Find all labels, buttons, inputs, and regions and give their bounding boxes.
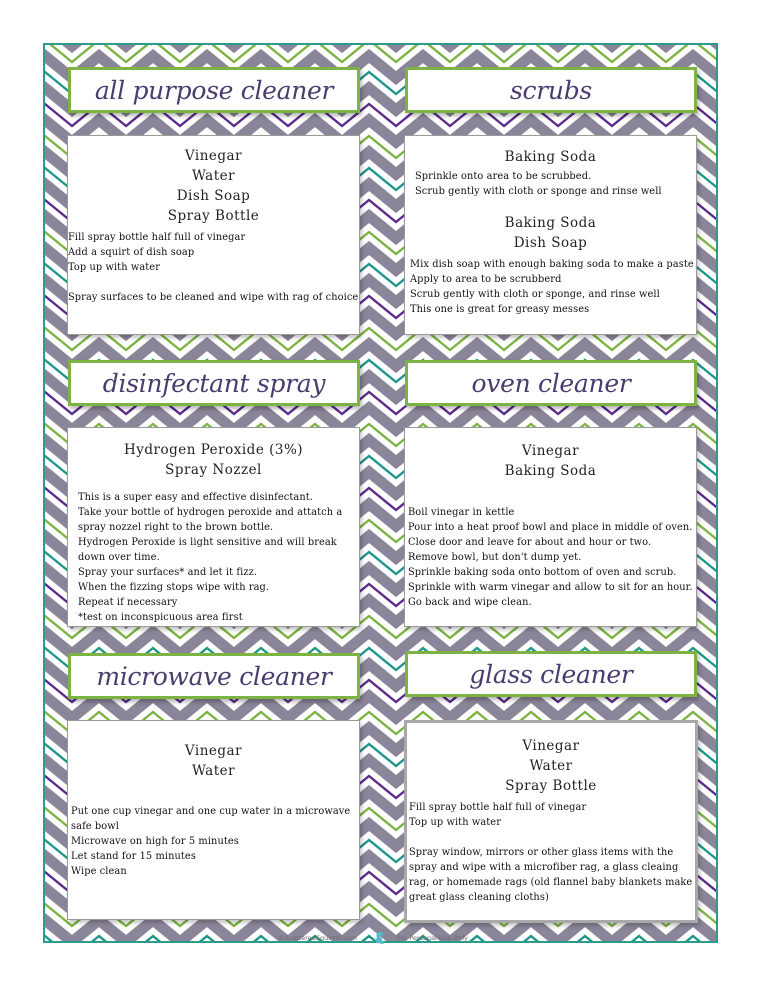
instruction-line: [68, 275, 359, 290]
ingredient-list: [405, 147, 696, 167]
ingredient-item: Spray Nozzel: [165, 462, 262, 478]
instruction-line: Wipe clean: [71, 866, 127, 877]
ingredient-item: Spray Bottle: [505, 778, 597, 794]
ingredient-list: [68, 741, 359, 781]
squirrel-icon: [373, 930, 387, 947]
title-text: all purpose cleaner: [94, 75, 334, 105]
instruction-line: Spray surfaces to be cleaned and wipe with rag of choice: [68, 292, 359, 303]
instruction-list: [78, 490, 359, 625]
instruction-line: Boil vinegar in kettle: [408, 507, 515, 518]
instruction-line: Hydrogen Peroxide is light sensitive and will break: [78, 537, 337, 548]
instruction-line: Fill spray bottle half full of vinegar: [409, 802, 587, 813]
ingredient-item: Water: [191, 763, 236, 779]
usage-note: For Personal Use Only: [397, 934, 469, 942]
instruction-line: Spray window, mirrors or other glass items with the: [409, 847, 674, 858]
instruction-line: Scrub gently with cloth or sponge, and rinse well: [410, 289, 660, 300]
title-text: microwave cleaner: [96, 661, 332, 691]
ingredient-list: [68, 146, 359, 226]
instruction-line: This one is great for greasy messes: [410, 304, 590, 315]
card-microwave-cleaner: [67, 720, 360, 920]
instruction-line: [409, 830, 695, 845]
card-disinfectant-spray: [67, 427, 360, 627]
instruction-line: Repeat if necessary: [78, 597, 178, 608]
instruction-line: Sprinkle onto area to be scrubbed.: [415, 171, 592, 182]
footer: [0, 930, 765, 946]
ingredient-item: Spray Bottle: [167, 208, 260, 224]
ingredient-item: Vinegar: [184, 148, 243, 164]
instruction-line: Remove bowl, but don't dump yet.: [408, 552, 582, 563]
ingredient-item: Vinegar: [184, 743, 243, 759]
instruction-line: Go back and wipe clean.: [408, 597, 532, 608]
title-scrubs: [405, 67, 697, 113]
ingredient-list: [405, 213, 696, 253]
instruction-line: Spray your surfaces* and let it fizz.: [78, 567, 258, 578]
title-microwave-cleaner: [68, 653, 360, 699]
ingredient-item: Baking Soda: [504, 215, 597, 231]
ingredient-item: Water: [529, 758, 573, 774]
instruction-line: Close door and leave for about and hour or two.: [408, 537, 652, 548]
ingredient-item: Hydrogen Peroxide (3%): [123, 442, 304, 458]
instruction-line: Top up with water: [68, 262, 160, 273]
card-scrubs: [404, 135, 697, 335]
instruction-line: *test on inconspicuous area first: [78, 612, 243, 623]
title-text: disinfectant spray: [102, 368, 326, 398]
instruction-line: Microwave on high for 5 minutes: [71, 836, 239, 847]
instruction-line: safe bowl: [71, 821, 119, 832]
instruction-list: [71, 804, 359, 879]
title-text: oven cleaner: [471, 368, 631, 398]
site-credit: ©ScatteredSquirrel.com: [278, 934, 357, 942]
instruction-line: Sprinkle baking soda onto bottom of oven and scrub.: [408, 567, 677, 578]
instruction-list: [415, 169, 696, 199]
ingredient-item: Water: [191, 168, 236, 184]
card-all-purpose-cleaner: [67, 135, 360, 335]
instruction-line: rag, or homemade rags (old flannel baby blankets make: [409, 877, 693, 888]
instruction-line: This is a super easy and effective disinfectant.: [78, 492, 313, 503]
instruction-line: Scrub gently with cloth or sponge and rinse well: [415, 186, 662, 197]
instruction-line: spray and wipe with a microfiber rag, a glass cleaing: [409, 862, 679, 873]
instruction-line: Put one cup vinegar and one cup water in a microwave: [71, 806, 351, 817]
instruction-line: great glass cleaning cloths): [409, 892, 549, 903]
ingredient-item: Vinegar: [521, 443, 580, 459]
instruction-line: Add a squirt of dish soap: [68, 247, 195, 258]
instruction-line: Apply to area to be scrubberd: [410, 274, 562, 285]
ingredient-list: [68, 440, 359, 480]
ingredient-item: Vinegar: [522, 738, 580, 754]
instruction-line: spray nozzel right to the brown bottle.: [78, 522, 274, 533]
instruction-list: [409, 800, 695, 905]
ingredient-item: Baking Soda: [504, 149, 597, 165]
title-disinfectant-spray: [68, 360, 360, 406]
card-glass-cleaner: [404, 720, 698, 923]
ingredient-item: Dish Soap: [513, 235, 588, 251]
instruction-line: Sprinkle with warm vinegar and allow to sit for an hour.: [408, 582, 693, 593]
title-oven-cleaner: [405, 360, 697, 406]
ingredient-list: [405, 441, 696, 481]
instruction-line: When the fizzing stops wipe with rag.: [78, 582, 270, 593]
instruction-line: Mix dish soap with enough baking soda to make a paste: [410, 259, 694, 270]
title-text: glass cleaner: [469, 659, 633, 689]
card-oven-cleaner: [404, 427, 697, 627]
instruction-list: [410, 257, 696, 317]
instruction-list: [408, 505, 696, 610]
ingredient-list: [407, 736, 695, 796]
ingredient-item: Baking Soda: [504, 463, 597, 479]
instruction-list: [68, 230, 359, 305]
ingredient-item: Dish Soap: [176, 188, 251, 204]
instruction-line: Take your bottle of hydrogen peroxide and attatch a: [78, 507, 343, 518]
title-text: scrubs: [510, 75, 592, 105]
instruction-line: Let stand for 15 minutes: [71, 851, 196, 862]
instruction-line: Pour into a heat proof bowl and place in middle of oven.: [408, 522, 693, 533]
instruction-line: down over time.: [78, 552, 160, 563]
instruction-line: Fill spray bottle half full of vinegar: [68, 232, 246, 243]
instruction-line: Top up with water: [409, 817, 501, 828]
title-all-purpose-cleaner: [68, 67, 360, 113]
title-glass-cleaner: [405, 651, 697, 697]
